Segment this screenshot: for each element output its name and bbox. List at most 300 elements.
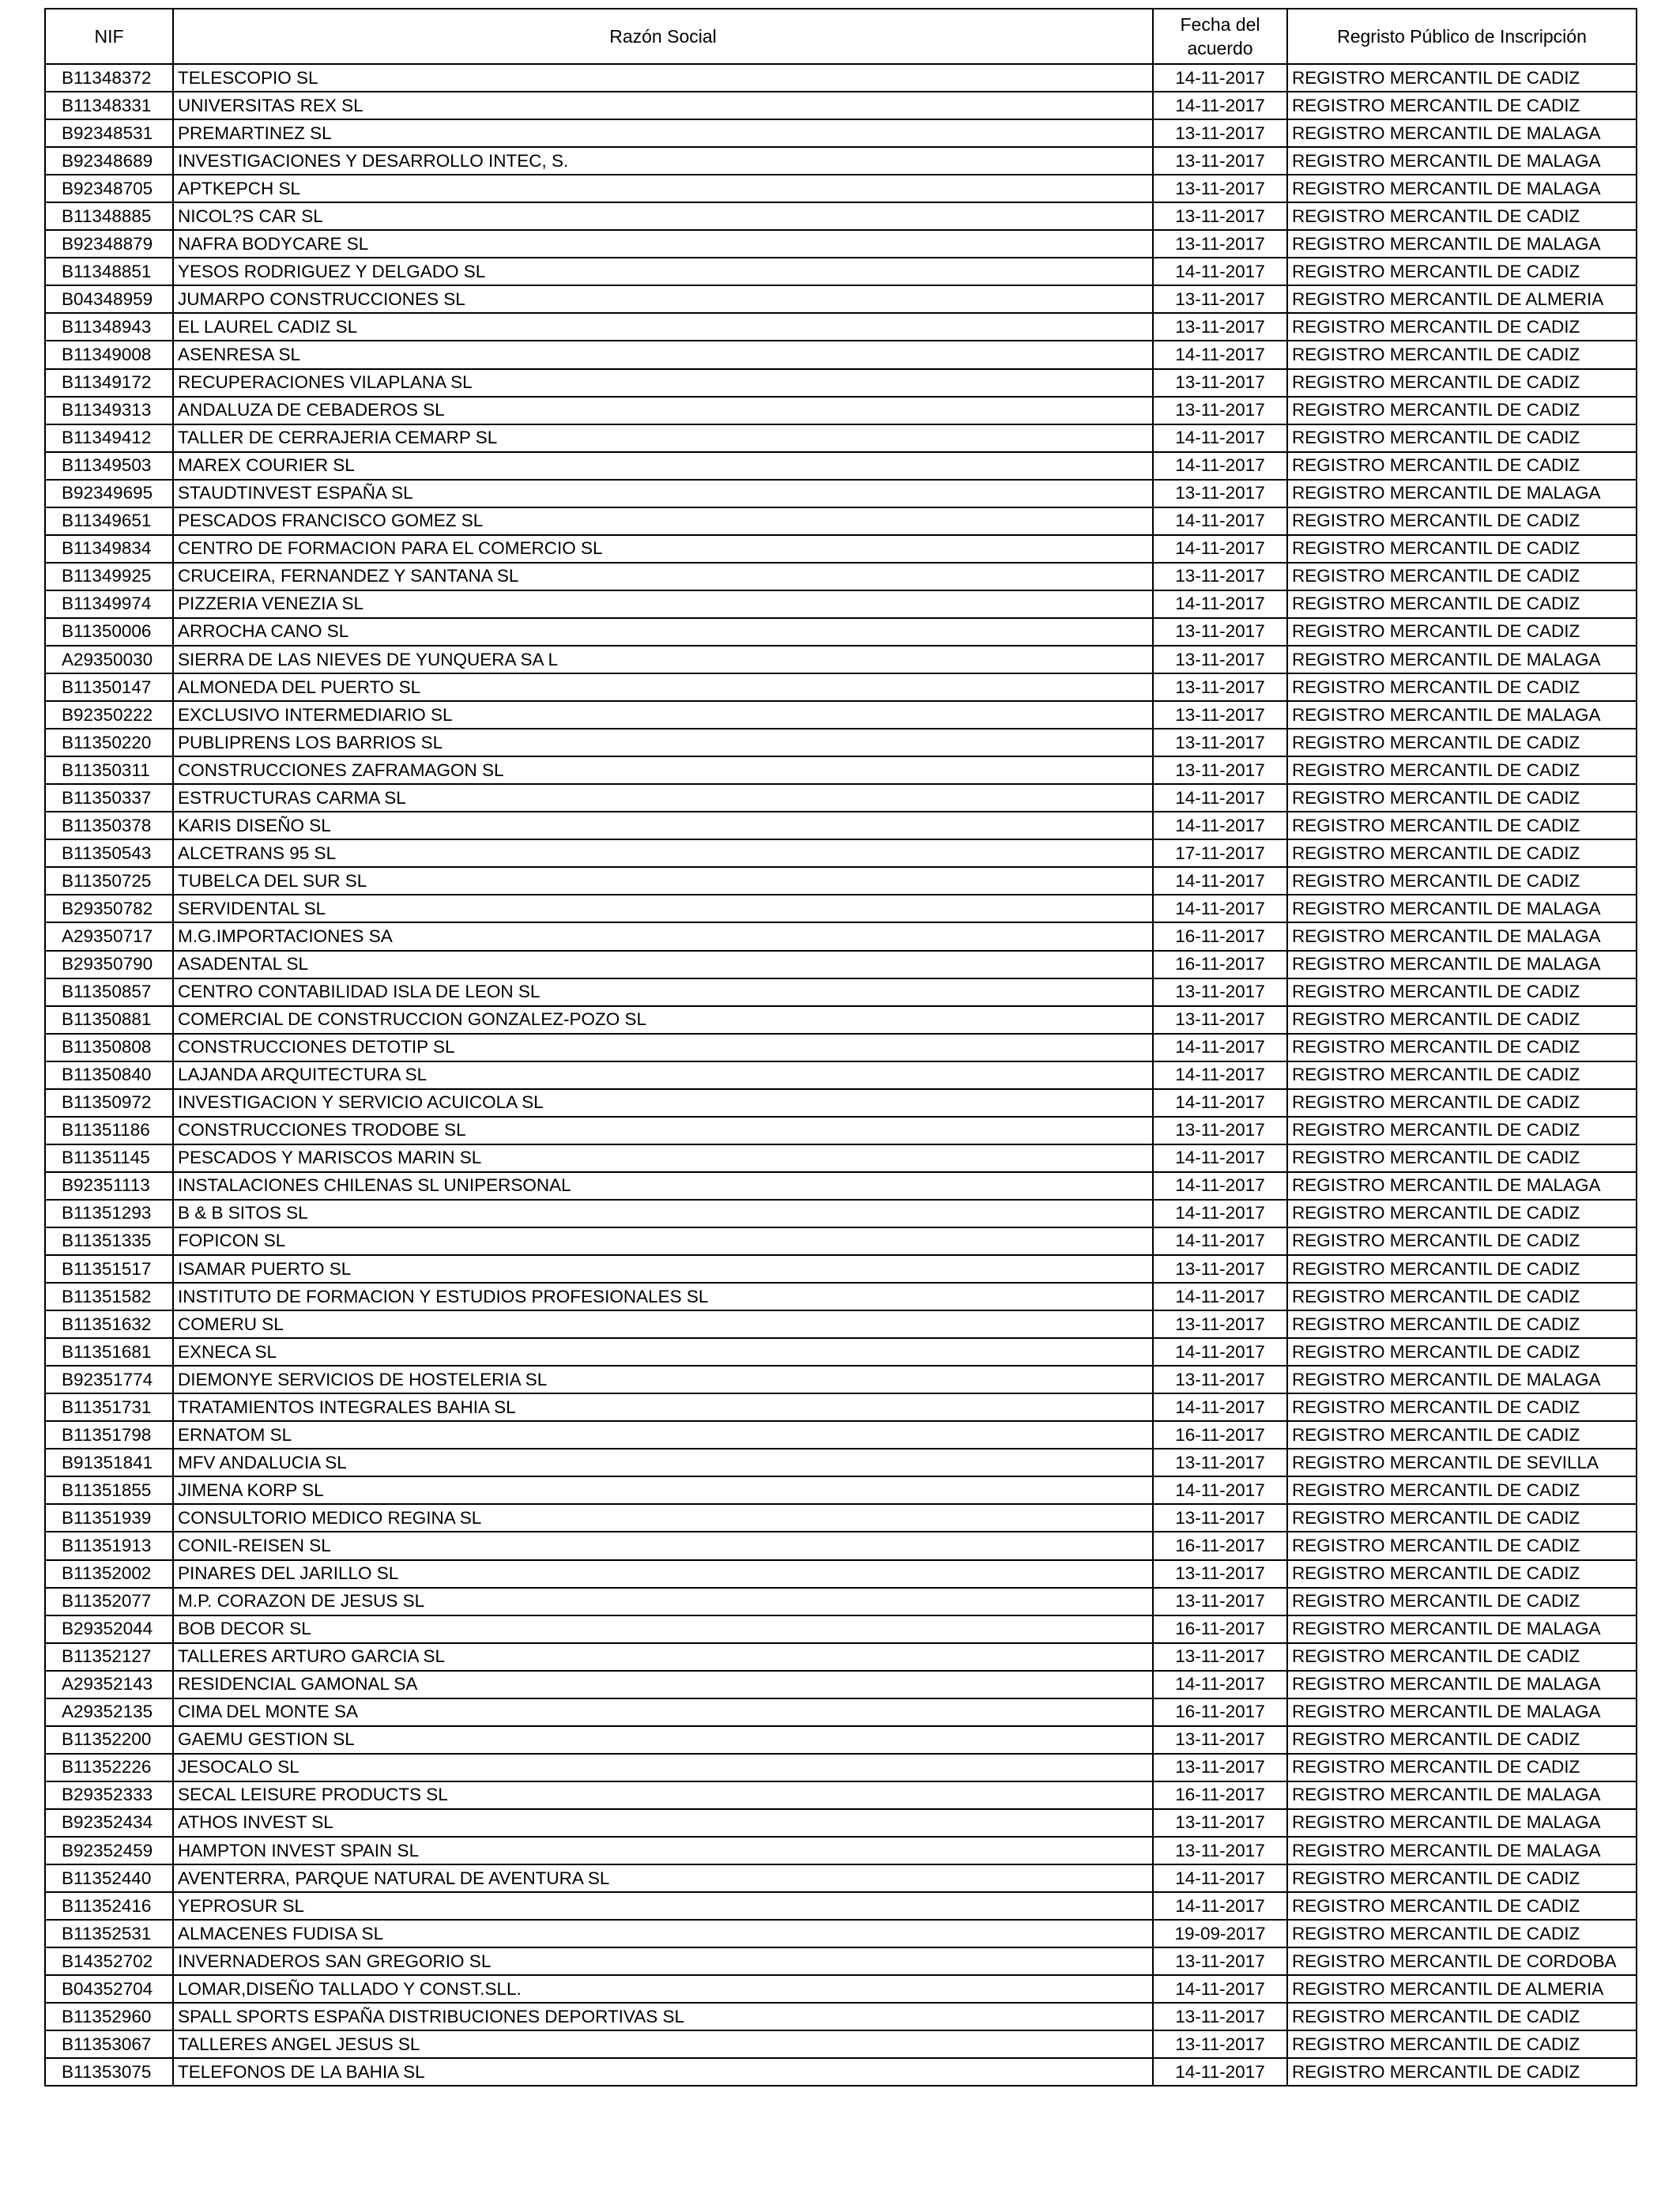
cell-nif: B11350725 bbox=[45, 867, 173, 895]
cell-razon-social: EL LAUREL CADIZ SL bbox=[173, 313, 1153, 341]
cell-nif: B11350311 bbox=[45, 756, 173, 784]
cell-nif: B11353075 bbox=[45, 2058, 173, 2086]
cell-nif: B04352704 bbox=[45, 1975, 173, 2003]
cell-nif: B11350378 bbox=[45, 812, 173, 839]
cell-fecha: 13-11-2017 bbox=[1153, 313, 1287, 341]
table-row bbox=[45, 951, 1637, 978]
cell-fecha: 14-11-2017 bbox=[1153, 867, 1287, 895]
cell-razon-social: B & B SITOS SL bbox=[173, 1200, 1153, 1227]
cell-razon-social: YESOS RODRIGUEZ Y DELGADO SL bbox=[173, 258, 1153, 285]
cell-registro: REGISTRO MERCANTIL DE CADIZ bbox=[1287, 397, 1637, 424]
table-row bbox=[45, 2058, 1637, 2086]
cell-registro: REGISTRO MERCANTIL DE MALAGA bbox=[1287, 1671, 1637, 1698]
cell-fecha: 13-11-2017 bbox=[1153, 2003, 1287, 2030]
table-row bbox=[45, 1837, 1637, 1864]
cell-fecha: 13-11-2017 bbox=[1153, 646, 1287, 673]
table-row bbox=[45, 535, 1637, 563]
cell-nif: B14352702 bbox=[45, 1947, 173, 1975]
table-row bbox=[45, 1588, 1637, 1615]
table-row bbox=[45, 1476, 1637, 1504]
cell-fecha: 13-11-2017 bbox=[1153, 701, 1287, 729]
cell-registro: REGISTRO MERCANTIL DE MALAGA bbox=[1287, 175, 1637, 202]
table-row bbox=[45, 563, 1637, 590]
cell-fecha: 14-11-2017 bbox=[1153, 1476, 1287, 1504]
cell-razon-social: APTKEPCH SL bbox=[173, 175, 1153, 202]
cell-nif: B11350881 bbox=[45, 1006, 173, 1034]
cell-fecha: 13-11-2017 bbox=[1153, 230, 1287, 258]
cell-fecha: 14-11-2017 bbox=[1153, 1089, 1287, 1117]
table-row bbox=[45, 64, 1637, 92]
cell-fecha: 13-11-2017 bbox=[1153, 1588, 1287, 1615]
cell-nif: B11349008 bbox=[45, 341, 173, 368]
cell-registro: REGISTRO MERCANTIL DE CADIZ bbox=[1287, 1920, 1637, 1947]
table-row bbox=[45, 839, 1637, 867]
cell-razon-social: M.P. CORAZON DE JESUS SL bbox=[173, 1588, 1153, 1615]
cell-fecha: 14-11-2017 bbox=[1153, 1864, 1287, 1892]
cell-registro: REGISTRO MERCANTIL DE CADIZ bbox=[1287, 1006, 1637, 1034]
cell-registro: REGISTRO MERCANTIL DE CADIZ bbox=[1287, 1892, 1637, 1920]
cell-razon-social: CONSTRUCCIONES TRODOBE SL bbox=[173, 1117, 1153, 1144]
header-nif: NIF bbox=[45, 9, 173, 64]
cell-registro: REGISTRO MERCANTIL DE MALAGA bbox=[1287, 1781, 1637, 1809]
header-registro: Regristo Público de Inscripción bbox=[1287, 9, 1637, 64]
cell-nif: B11352416 bbox=[45, 1892, 173, 1920]
cell-nif: B11351681 bbox=[45, 1338, 173, 1366]
cell-nif: B11351186 bbox=[45, 1117, 173, 1144]
cell-nif: B11352531 bbox=[45, 1920, 173, 1947]
cell-registro: REGISTRO MERCANTIL DE CADIZ bbox=[1287, 202, 1637, 230]
cell-razon-social: SPALL SPORTS ESPAÑA DISTRIBUCIONES DEPORTIVAS SL bbox=[173, 2003, 1153, 2030]
cell-fecha: 13-11-2017 bbox=[1153, 1449, 1287, 1476]
cell-razon-social: PINARES DEL JARILLO SL bbox=[173, 1560, 1153, 1588]
table-row bbox=[45, 1283, 1637, 1310]
cell-razon-social: LAJANDA ARQUITECTURA SL bbox=[173, 1061, 1153, 1089]
cell-razon-social: CENTRO CONTABILIDAD ISLA DE LEON SL bbox=[173, 978, 1153, 1006]
cell-razon-social: RESIDENCIAL GAMONAL SA bbox=[173, 1671, 1153, 1698]
cell-razon-social: ASENRESA SL bbox=[173, 341, 1153, 368]
table-row bbox=[45, 258, 1637, 285]
cell-razon-social: CONSTRUCCIONES ZAFRAMAGON SL bbox=[173, 756, 1153, 784]
cell-fecha: 14-11-2017 bbox=[1153, 1892, 1287, 1920]
table-row bbox=[45, 119, 1637, 147]
cell-razon-social: ERNATOM SL bbox=[173, 1421, 1153, 1449]
cell-fecha: 14-11-2017 bbox=[1153, 507, 1287, 535]
cell-nif: B92348879 bbox=[45, 230, 173, 258]
cell-nif: B11350543 bbox=[45, 839, 173, 867]
cell-fecha: 13-11-2017 bbox=[1153, 1366, 1287, 1393]
cell-nif: B11348885 bbox=[45, 202, 173, 230]
table-row bbox=[45, 92, 1637, 119]
cell-razon-social: DIEMONYE SERVICIOS DE HOSTELERIA SL bbox=[173, 1366, 1153, 1393]
cell-razon-social: JUMARPO CONSTRUCCIONES SL bbox=[173, 285, 1153, 313]
cell-razon-social: LOMAR,DISEÑO TALLADO Y CONST.SLL. bbox=[173, 1975, 1153, 2003]
table-row bbox=[45, 341, 1637, 368]
header-razon-social: Razón Social bbox=[173, 9, 1153, 64]
cell-razon-social: KARIS DISEÑO SL bbox=[173, 812, 1153, 839]
cell-registro: REGISTRO MERCANTIL DE MALAGA bbox=[1287, 1366, 1637, 1393]
cell-nif: B11349412 bbox=[45, 424, 173, 452]
table-row bbox=[45, 1975, 1637, 2003]
cell-fecha: 13-11-2017 bbox=[1153, 1643, 1287, 1671]
cell-nif: B92348705 bbox=[45, 175, 173, 202]
table-row bbox=[45, 1089, 1637, 1117]
table-row bbox=[45, 701, 1637, 729]
cell-razon-social: ALCETRANS 95 SL bbox=[173, 839, 1153, 867]
table-row bbox=[45, 1006, 1637, 1034]
cell-registro: REGISTRO MERCANTIL DE CADIZ bbox=[1287, 313, 1637, 341]
table-row bbox=[45, 1144, 1637, 1172]
cell-razon-social: ARROCHA CANO SL bbox=[173, 618, 1153, 646]
cell-registro: REGISTRO MERCANTIL DE CADIZ bbox=[1287, 1200, 1637, 1227]
cell-nif: B91351841 bbox=[45, 1449, 173, 1476]
cell-razon-social: INSTALACIONES CHILENAS SL UNIPERSONAL bbox=[173, 1172, 1153, 1200]
cell-registro: REGISTRO MERCANTIL DE CADIZ bbox=[1287, 2030, 1637, 2058]
cell-razon-social: AVENTERRA, PARQUE NATURAL DE AVENTURA SL bbox=[173, 1864, 1153, 1892]
cell-nif: B11352077 bbox=[45, 1588, 173, 1615]
cell-nif: B11350857 bbox=[45, 978, 173, 1006]
cell-razon-social: ISAMAR PUERTO SL bbox=[173, 1255, 1153, 1283]
cell-razon-social: UNIVERSITAS REX SL bbox=[173, 92, 1153, 119]
cell-registro: REGISTRO MERCANTIL DE CADIZ bbox=[1287, 258, 1637, 285]
cell-registro: REGISTRO MERCANTIL DE CADIZ bbox=[1287, 2003, 1637, 2030]
table-row bbox=[45, 867, 1637, 895]
cell-razon-social: JIMENA KORP SL bbox=[173, 1476, 1153, 1504]
cell-razon-social: CIMA DEL MONTE SA bbox=[173, 1698, 1153, 1726]
cell-razon-social: STAUDTINVEST ESPAÑA SL bbox=[173, 480, 1153, 507]
table-row bbox=[45, 313, 1637, 341]
cell-nif: B11349172 bbox=[45, 369, 173, 397]
cell-registro: REGISTRO MERCANTIL DE CADIZ bbox=[1287, 507, 1637, 535]
cell-razon-social: TELESCOPIO SL bbox=[173, 64, 1153, 92]
cell-razon-social: CENTRO DE FORMACION PARA EL COMERCIO SL bbox=[173, 535, 1153, 563]
cell-razon-social: COMERU SL bbox=[173, 1310, 1153, 1338]
cell-fecha: 16-11-2017 bbox=[1153, 1781, 1287, 1809]
cell-registro: REGISTRO MERCANTIL DE CADIZ bbox=[1287, 1117, 1637, 1144]
table-row bbox=[45, 175, 1637, 202]
table-row bbox=[45, 1366, 1637, 1393]
table-row bbox=[45, 812, 1637, 839]
cell-razon-social: TELEFONOS DE LA BAHIA SL bbox=[173, 2058, 1153, 2086]
cell-nif: B92348689 bbox=[45, 147, 173, 175]
cell-fecha: 13-11-2017 bbox=[1153, 563, 1287, 590]
cell-nif: B92352434 bbox=[45, 1809, 173, 1837]
table-row bbox=[45, 1338, 1637, 1366]
table-row bbox=[45, 922, 1637, 950]
table-row bbox=[45, 1061, 1637, 1089]
cell-razon-social: ESTRUCTURAS CARMA SL bbox=[173, 784, 1153, 812]
table-row bbox=[45, 1892, 1637, 1920]
cell-nif: B29352044 bbox=[45, 1615, 173, 1643]
cell-registro: REGISTRO MERCANTIL DE MALAGA bbox=[1287, 646, 1637, 673]
cell-razon-social: M.G.IMPORTACIONES SA bbox=[173, 922, 1153, 950]
cell-nif: A29350030 bbox=[45, 646, 173, 673]
cell-razon-social: CONSTRUCCIONES DETOTIP SL bbox=[173, 1034, 1153, 1061]
cell-nif: B11350147 bbox=[45, 673, 173, 701]
cell-nif: B11351517 bbox=[45, 1255, 173, 1283]
cell-fecha: 14-11-2017 bbox=[1153, 784, 1287, 812]
cell-fecha: 13-11-2017 bbox=[1153, 1560, 1287, 1588]
cell-registro: REGISTRO MERCANTIL DE MALAGA bbox=[1287, 480, 1637, 507]
table-row bbox=[45, 480, 1637, 507]
table-row bbox=[45, 673, 1637, 701]
cell-nif: B11352440 bbox=[45, 1864, 173, 1892]
cell-razon-social: SECAL LEISURE PRODUCTS SL bbox=[173, 1781, 1153, 1809]
cell-fecha: 19-09-2017 bbox=[1153, 1920, 1287, 1947]
cell-nif: B11351582 bbox=[45, 1283, 173, 1310]
table-row bbox=[45, 1671, 1637, 1698]
cell-nif: B11348943 bbox=[45, 313, 173, 341]
cell-fecha: 16-11-2017 bbox=[1153, 1421, 1287, 1449]
cell-fecha: 14-11-2017 bbox=[1153, 1200, 1287, 1227]
cell-nif: B11350220 bbox=[45, 729, 173, 756]
cell-registro: REGISTRO MERCANTIL DE MALAGA bbox=[1287, 895, 1637, 922]
cell-fecha: 13-11-2017 bbox=[1153, 673, 1287, 701]
cell-razon-social: PREMARTINEZ SL bbox=[173, 119, 1153, 147]
table-row bbox=[45, 1560, 1637, 1588]
cell-fecha: 13-11-2017 bbox=[1153, 1255, 1287, 1283]
cell-razon-social: CONSULTORIO MEDICO REGINA SL bbox=[173, 1504, 1153, 1532]
cell-registro: REGISTRO MERCANTIL DE CADIZ bbox=[1287, 424, 1637, 452]
cell-registro: REGISTRO MERCANTIL DE MALAGA bbox=[1287, 1172, 1637, 1200]
table-row bbox=[45, 1726, 1637, 1754]
cell-registro: REGISTRO MERCANTIL DE MALAGA bbox=[1287, 119, 1637, 147]
cell-registro: REGISTRO MERCANTIL DE CORDOBA bbox=[1287, 1947, 1637, 1975]
cell-registro: REGISTRO MERCANTIL DE CADIZ bbox=[1287, 1504, 1637, 1532]
table-row bbox=[45, 1449, 1637, 1476]
cell-razon-social: MAREX COURIER SL bbox=[173, 452, 1153, 480]
cell-registro: REGISTRO MERCANTIL DE CADIZ bbox=[1287, 673, 1637, 701]
table-row bbox=[45, 1781, 1637, 1809]
table-row bbox=[45, 1504, 1637, 1532]
cell-registro: REGISTRO MERCANTIL DE MALAGA bbox=[1287, 1809, 1637, 1837]
cell-nif: B11351145 bbox=[45, 1144, 173, 1172]
cell-registro: REGISTRO MERCANTIL DE MALAGA bbox=[1287, 922, 1637, 950]
cell-registro: REGISTRO MERCANTIL DE MALAGA bbox=[1287, 701, 1637, 729]
table-row bbox=[45, 756, 1637, 784]
cell-fecha: 14-11-2017 bbox=[1153, 1975, 1287, 2003]
cell-nif: B11349974 bbox=[45, 590, 173, 618]
cell-registro: REGISTRO MERCANTIL DE CADIZ bbox=[1287, 756, 1637, 784]
cell-razon-social: BOB DECOR SL bbox=[173, 1615, 1153, 1643]
cell-nif: B11351731 bbox=[45, 1393, 173, 1421]
cell-nif: B11350840 bbox=[45, 1061, 173, 1089]
cell-fecha: 13-11-2017 bbox=[1153, 2030, 1287, 2058]
cell-nif: B11352127 bbox=[45, 1643, 173, 1671]
cell-fecha: 14-11-2017 bbox=[1153, 424, 1287, 452]
cell-registro: REGISTRO MERCANTIL DE CADIZ bbox=[1287, 1255, 1637, 1283]
cell-nif: B11351913 bbox=[45, 1532, 173, 1559]
table-row bbox=[45, 230, 1637, 258]
table-row bbox=[45, 590, 1637, 618]
cell-razon-social: SERVIDENTAL SL bbox=[173, 895, 1153, 922]
cell-razon-social: PIZZERIA VENEZIA SL bbox=[173, 590, 1153, 618]
cell-registro: REGISTRO MERCANTIL DE CADIZ bbox=[1287, 1034, 1637, 1061]
cell-razon-social: FOPICON SL bbox=[173, 1227, 1153, 1255]
cell-registro: REGISTRO MERCANTIL DE CADIZ bbox=[1287, 1061, 1637, 1089]
cell-nif: A29352143 bbox=[45, 1671, 173, 1698]
cell-razon-social: RECUPERACIONES VILAPLANA SL bbox=[173, 369, 1153, 397]
cell-fecha: 13-11-2017 bbox=[1153, 1504, 1287, 1532]
table-row bbox=[45, 729, 1637, 756]
cell-fecha: 14-11-2017 bbox=[1153, 535, 1287, 563]
table-row bbox=[45, 2003, 1637, 2030]
cell-registro: REGISTRO MERCANTIL DE MALAGA bbox=[1287, 147, 1637, 175]
table-row bbox=[45, 1698, 1637, 1726]
cell-registro: REGISTRO MERCANTIL DE CADIZ bbox=[1287, 1726, 1637, 1754]
cell-registro: REGISTRO MERCANTIL DE MALAGA bbox=[1287, 1837, 1637, 1864]
cell-razon-social: INSTITUTO DE FORMACION Y ESTUDIOS PROFESIONALES SL bbox=[173, 1283, 1153, 1310]
table-row bbox=[45, 1920, 1637, 1947]
cell-nif: B11351855 bbox=[45, 1476, 173, 1504]
cell-razon-social: TRATAMIENTOS INTEGRALES BAHIA SL bbox=[173, 1393, 1153, 1421]
cell-fecha: 13-11-2017 bbox=[1153, 1726, 1287, 1754]
cell-nif: B11350972 bbox=[45, 1089, 173, 1117]
table-header bbox=[45, 9, 1637, 64]
cell-registro: REGISTRO MERCANTIL DE CADIZ bbox=[1287, 535, 1637, 563]
cell-nif: B29350782 bbox=[45, 895, 173, 922]
cell-nif: B11351293 bbox=[45, 1200, 173, 1227]
cell-nif: B11353067 bbox=[45, 2030, 173, 2058]
cell-registro: REGISTRO MERCANTIL DE SEVILLA bbox=[1287, 1449, 1637, 1476]
cell-nif: A29352135 bbox=[45, 1698, 173, 1726]
cell-nif: B11348372 bbox=[45, 64, 173, 92]
cell-fecha: 13-11-2017 bbox=[1153, 729, 1287, 756]
table-row bbox=[45, 397, 1637, 424]
table-body bbox=[45, 64, 1637, 2086]
table-row bbox=[45, 1421, 1637, 1449]
table-row bbox=[45, 1864, 1637, 1892]
cell-fecha: 14-11-2017 bbox=[1153, 2058, 1287, 2086]
cell-fecha: 14-11-2017 bbox=[1153, 812, 1287, 839]
cell-fecha: 13-11-2017 bbox=[1153, 618, 1287, 646]
cell-razon-social: TUBELCA DEL SUR SL bbox=[173, 867, 1153, 895]
cell-razon-social: INVESTIGACION Y SERVICIO ACUICOLA SL bbox=[173, 1089, 1153, 1117]
cell-fecha: 14-11-2017 bbox=[1153, 1393, 1287, 1421]
cell-razon-social: PESCADOS Y MARISCOS MARIN SL bbox=[173, 1144, 1153, 1172]
cell-registro: REGISTRO MERCANTIL DE CADIZ bbox=[1287, 1227, 1637, 1255]
cell-nif: B11350337 bbox=[45, 784, 173, 812]
table-row bbox=[45, 1172, 1637, 1200]
cell-razon-social: SIERRA DE LAS NIEVES DE YUNQUERA SA L bbox=[173, 646, 1153, 673]
cell-nif: B11349503 bbox=[45, 452, 173, 480]
cell-razon-social: ANDALUZA DE CEBADEROS SL bbox=[173, 397, 1153, 424]
cell-fecha: 14-11-2017 bbox=[1153, 895, 1287, 922]
cell-registro: REGISTRO MERCANTIL DE CADIZ bbox=[1287, 1476, 1637, 1504]
cell-fecha: 16-11-2017 bbox=[1153, 1698, 1287, 1726]
cell-registro: REGISTRO MERCANTIL DE CADIZ bbox=[1287, 1643, 1637, 1671]
cell-nif: B11350808 bbox=[45, 1034, 173, 1061]
cell-nif: B11350006 bbox=[45, 618, 173, 646]
cell-nif: A29350717 bbox=[45, 922, 173, 950]
cell-razon-social: HAMPTON INVEST SPAIN SL bbox=[173, 1837, 1153, 1864]
cell-fecha: 16-11-2017 bbox=[1153, 951, 1287, 978]
cell-fecha: 13-11-2017 bbox=[1153, 397, 1287, 424]
cell-razon-social: GAEMU GESTION SL bbox=[173, 1726, 1153, 1754]
cell-registro: REGISTRO MERCANTIL DE CADIZ bbox=[1287, 1089, 1637, 1117]
cell-registro: REGISTRO MERCANTIL DE CADIZ bbox=[1287, 1560, 1637, 1588]
cell-registro: REGISTRO MERCANTIL DE CADIZ bbox=[1287, 2058, 1637, 2086]
cell-nif: B29352333 bbox=[45, 1781, 173, 1809]
cell-razon-social: EXNECA SL bbox=[173, 1338, 1153, 1366]
cell-fecha: 13-11-2017 bbox=[1153, 756, 1287, 784]
table-row bbox=[45, 507, 1637, 535]
table-row bbox=[45, 1393, 1637, 1421]
cell-nif: B11351632 bbox=[45, 1310, 173, 1338]
cell-fecha: 14-11-2017 bbox=[1153, 1172, 1287, 1200]
cell-fecha: 13-11-2017 bbox=[1153, 285, 1287, 313]
cell-fecha: 14-11-2017 bbox=[1153, 1144, 1287, 1172]
table-row bbox=[45, 1200, 1637, 1227]
cell-fecha: 13-11-2017 bbox=[1153, 147, 1287, 175]
cell-nif: B92348531 bbox=[45, 119, 173, 147]
cell-registro: REGISTRO MERCANTIL DE CADIZ bbox=[1287, 812, 1637, 839]
cell-razon-social: MFV ANDALUCIA SL bbox=[173, 1449, 1153, 1476]
cell-registro: REGISTRO MERCANTIL DE MALAGA bbox=[1287, 1615, 1637, 1643]
cell-fecha: 14-11-2017 bbox=[1153, 590, 1287, 618]
cell-registro: REGISTRO MERCANTIL DE CADIZ bbox=[1287, 867, 1637, 895]
cell-fecha: 13-11-2017 bbox=[1153, 1947, 1287, 1975]
cell-nif: B11352226 bbox=[45, 1754, 173, 1781]
cell-razon-social: NICOL?S CAR SL bbox=[173, 202, 1153, 230]
table-row bbox=[45, 1809, 1637, 1837]
table-row bbox=[45, 618, 1637, 646]
cell-razon-social: ATHOS INVEST SL bbox=[173, 1809, 1153, 1837]
cell-registro: REGISTRO MERCANTIL DE CADIZ bbox=[1287, 1421, 1637, 1449]
cell-fecha: 13-11-2017 bbox=[1153, 1754, 1287, 1781]
cell-razon-social: PESCADOS FRANCISCO GOMEZ SL bbox=[173, 507, 1153, 535]
cell-razon-social: COMERCIAL DE CONSTRUCCION GONZALEZ-POZO SL bbox=[173, 1006, 1153, 1034]
cell-razon-social: ASADENTAL SL bbox=[173, 951, 1153, 978]
table-row bbox=[45, 646, 1637, 673]
cell-razon-social: INVESTIGACIONES Y DESARROLLO INTEC, S. bbox=[173, 147, 1153, 175]
table-row bbox=[45, 2030, 1637, 2058]
cell-razon-social: ALMONEDA DEL PUERTO SL bbox=[173, 673, 1153, 701]
cell-fecha: 14-11-2017 bbox=[1153, 92, 1287, 119]
cell-registro: REGISTRO MERCANTIL DE ALMERIA bbox=[1287, 285, 1637, 313]
cell-registro: REGISTRO MERCANTIL DE CADIZ bbox=[1287, 452, 1637, 480]
cell-registro: REGISTRO MERCANTIL DE CADIZ bbox=[1287, 618, 1637, 646]
table-row bbox=[45, 784, 1637, 812]
cell-nif: B92352459 bbox=[45, 1837, 173, 1864]
cell-registro: REGISTRO MERCANTIL DE CADIZ bbox=[1287, 64, 1637, 92]
cell-registro: REGISTRO MERCANTIL DE CADIZ bbox=[1287, 1532, 1637, 1559]
cell-nif: B11349834 bbox=[45, 535, 173, 563]
table-row bbox=[45, 147, 1637, 175]
cell-fecha: 14-11-2017 bbox=[1153, 452, 1287, 480]
header-fecha: Fecha del acuerdo bbox=[1153, 9, 1287, 64]
cell-fecha: 14-11-2017 bbox=[1153, 258, 1287, 285]
cell-nif: B04348959 bbox=[45, 285, 173, 313]
cell-nif: B11349925 bbox=[45, 563, 173, 590]
cell-registro: REGISTRO MERCANTIL DE CADIZ bbox=[1287, 1283, 1637, 1310]
cell-nif: B92351113 bbox=[45, 1172, 173, 1200]
table-row bbox=[45, 285, 1637, 313]
cell-fecha: 14-11-2017 bbox=[1153, 341, 1287, 368]
table-row bbox=[45, 424, 1637, 452]
cell-registro: REGISTRO MERCANTIL DE CADIZ bbox=[1287, 978, 1637, 1006]
cell-fecha: 16-11-2017 bbox=[1153, 1615, 1287, 1643]
cell-fecha: 13-11-2017 bbox=[1153, 369, 1287, 397]
cell-registro: REGISTRO MERCANTIL DE CADIZ bbox=[1287, 1588, 1637, 1615]
cell-fecha: 13-11-2017 bbox=[1153, 1006, 1287, 1034]
cell-nif: B11348331 bbox=[45, 92, 173, 119]
cell-fecha: 16-11-2017 bbox=[1153, 922, 1287, 950]
table-row bbox=[45, 895, 1637, 922]
cell-registro: REGISTRO MERCANTIL DE CADIZ bbox=[1287, 369, 1637, 397]
cell-razon-social: INVERNADEROS SAN GREGORIO SL bbox=[173, 1947, 1153, 1975]
cell-nif: B92351774 bbox=[45, 1366, 173, 1393]
cell-fecha: 13-11-2017 bbox=[1153, 202, 1287, 230]
